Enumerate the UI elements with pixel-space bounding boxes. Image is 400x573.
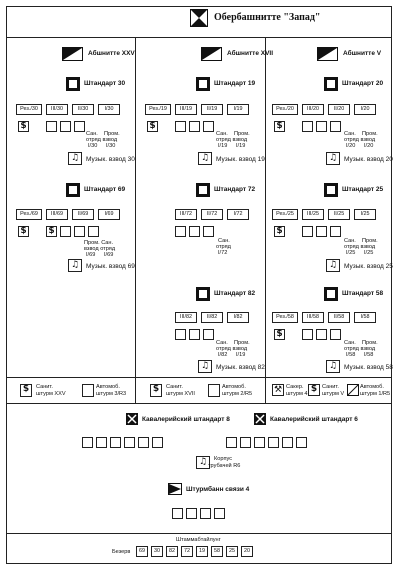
unit-box: Рез./20 (272, 104, 298, 115)
med-label: Сан. (86, 131, 98, 137)
music-label: Музык. взвод 30 (86, 156, 135, 163)
footer-label: штурм 3/R3 (96, 391, 127, 397)
unit-box: II/82 (201, 312, 223, 323)
unit-square (110, 437, 121, 448)
unit-square (189, 226, 200, 237)
footer-label: Автомоб. (96, 384, 120, 390)
unit-square (203, 121, 214, 132)
standarte-label: Штандарт 25 (342, 186, 384, 193)
med-label: взвод отряд (84, 246, 116, 252)
staff-number-box: 19 (196, 546, 208, 557)
signals-flag-icon (168, 483, 182, 495)
standarte-icon (66, 77, 80, 91)
abschnitt-flag-icon (317, 47, 339, 61)
standarte-icon (196, 287, 210, 301)
unit-square (316, 121, 327, 132)
standarte-icon (324, 287, 338, 301)
standarte-label: Штандарт 72 (214, 186, 256, 193)
unit-square (302, 226, 313, 237)
music-icon: ♫ (198, 152, 212, 165)
unit-box: II/30 (72, 104, 94, 115)
unit-square (82, 384, 94, 397)
staff-title: Штаммабтайлунг (176, 537, 221, 543)
unit-box: I/58 (354, 312, 376, 323)
music-icon: ♫ (68, 259, 82, 272)
staff-number-box: 25 (226, 546, 238, 557)
staff-number-box: 30 (151, 546, 163, 557)
med-label: I/19 (236, 352, 246, 358)
unit-box: III/69 (46, 209, 68, 220)
medical-icon: $ (274, 329, 285, 340)
unit-box: I/82 (227, 312, 249, 323)
unit-box: II/20 (328, 104, 350, 115)
unit-square (200, 508, 211, 519)
med-label: Сан. (216, 340, 228, 346)
cavalry-label: Кавалерийский штандарт 8 (142, 416, 230, 423)
unit-box: I/19 (227, 104, 249, 115)
med-label: Пром. (362, 131, 378, 137)
footer-label: штурм 2/R5 (222, 391, 253, 397)
footer-label: штурм 4 (286, 391, 308, 397)
unit-square (330, 226, 341, 237)
unit-square (302, 121, 313, 132)
footer-label: Санит. (36, 384, 53, 390)
med-label: Пром. (234, 340, 250, 346)
med-label: I/25 (346, 250, 356, 256)
medical-icon: $ (46, 226, 57, 237)
unit-square (203, 329, 214, 340)
medical-icon: $ (274, 226, 285, 237)
standarte-label: Штандарт 82 (214, 290, 256, 297)
standarte-icon (324, 183, 338, 197)
unit-square (96, 437, 107, 448)
page-title: Обербашнитте "Запад" (214, 12, 321, 23)
med-label: Пром. (234, 131, 250, 137)
med-label: I/25 (364, 250, 374, 256)
unit-square (60, 226, 71, 237)
med-label: Пром. Сан. (84, 240, 114, 246)
standarte-label: Штандарт 58 (342, 290, 384, 297)
unit-square (189, 329, 200, 340)
footer-label: Автомоб. (360, 384, 384, 390)
footer-divider (6, 403, 392, 404)
unit-square (282, 437, 293, 448)
music-icon: ♫ (68, 152, 82, 165)
footer-label: Санит. (166, 384, 183, 390)
unit-box: Рез./58 (272, 312, 298, 323)
footer-label: штурм 1/R5 (360, 391, 391, 397)
music-label: Музык. взвод 20 (344, 156, 393, 163)
command-flag-icon (190, 9, 208, 27)
corps-label: трубачей R6 (208, 463, 241, 469)
medical-icon: $ (150, 384, 162, 397)
staff-number-box: 82 (166, 546, 178, 557)
music-label: Музык. взвод 82 (216, 364, 265, 371)
motor-icon (347, 384, 359, 396)
column-divider-2 (265, 37, 266, 403)
standarte-icon (196, 77, 210, 91)
unit-box: I/30 (98, 104, 120, 115)
music-label: Музык. взвод 69 (86, 263, 135, 270)
unit-box: II/25 (328, 209, 350, 220)
staff-number-box: 72 (181, 546, 193, 557)
medical-icon: $ (20, 384, 32, 397)
med-label: I/30 (106, 143, 116, 149)
med-label: отряд (216, 244, 231, 250)
med-label: Сан. (218, 238, 230, 244)
abschnitt-label: Абшнитте XXV (88, 50, 135, 57)
unit-box: III/19 (175, 104, 197, 115)
unit-square (175, 329, 186, 340)
unit-box: II/58 (328, 312, 350, 323)
medical-icon: $ (308, 384, 320, 396)
reserve-label: Безерв (112, 549, 131, 555)
standarte-icon (66, 183, 80, 197)
med-label: Пром. (362, 340, 378, 346)
abschnitt-label: Абшнитте XVII (227, 50, 274, 57)
footer-label: Сакер. (286, 384, 304, 390)
med-label: I/19 (218, 143, 228, 149)
unit-box: III/25 (302, 209, 324, 220)
unit-square (175, 226, 186, 237)
med-label: отряд взвод (86, 137, 118, 143)
unit-box: Рез./25 (272, 209, 298, 220)
med-label: Пром. (362, 238, 378, 244)
music-icon: ♫ (198, 360, 212, 373)
footer-label: Санит. (322, 384, 339, 390)
unit-box: III/58 (302, 312, 324, 323)
unit-square (240, 437, 251, 448)
med-label: отряд взвод (216, 137, 248, 143)
unit-box: I/69 (98, 209, 120, 220)
unit-box: I/72 (227, 209, 249, 220)
unit-box: II/72 (201, 209, 223, 220)
med-label: отряд взвод (344, 137, 376, 143)
unit-box: II/69 (72, 209, 94, 220)
unit-square (138, 437, 149, 448)
header-divider (6, 37, 392, 38)
unit-box: III/72 (175, 209, 197, 220)
standarte-icon (324, 77, 338, 91)
cavalry-icon (254, 413, 266, 425)
unit-square (189, 121, 200, 132)
unit-square (74, 121, 85, 132)
columns-bottom-divider (6, 377, 392, 378)
staff-number-box: 69 (136, 546, 148, 557)
standarte-label: Штандарт 30 (84, 80, 126, 87)
med-label: I/72 (218, 250, 228, 256)
music-icon: ♫ (196, 456, 210, 469)
med-label: отряд взвод (216, 346, 248, 352)
unit-box: I/20 (354, 104, 376, 115)
medical-icon: $ (147, 121, 158, 132)
unit-square (296, 437, 307, 448)
unit-square (330, 329, 341, 340)
unit-square (316, 226, 327, 237)
music-label: Музык. взвод 19 (216, 156, 265, 163)
medical-icon: $ (18, 226, 29, 237)
unit-square (302, 329, 313, 340)
footer-label: штурм XXV (36, 391, 66, 397)
med-label: I/30 (88, 143, 98, 149)
med-label: Сан. (216, 131, 228, 137)
music-icon: ♫ (326, 152, 340, 165)
staff-number-box: 58 (211, 546, 223, 557)
medical-icon: $ (18, 121, 29, 132)
unit-square (268, 437, 279, 448)
unit-box: I/25 (354, 209, 376, 220)
med-label: отряд взвод (344, 244, 376, 250)
signals-label: Штурмбанн связи 4 (186, 486, 250, 493)
unit-square (46, 121, 57, 132)
footer-label: штурм V (322, 391, 345, 397)
abschnitt-flag-icon (62, 47, 84, 61)
unit-square (60, 121, 71, 132)
med-label: отряд взвод (344, 346, 376, 352)
med-label: Пром. (104, 131, 120, 137)
unit-square (82, 437, 93, 448)
standarte-label: Штандарт 69 (84, 186, 126, 193)
standarte-label: Штандарт 19 (214, 80, 256, 87)
med-label: Сан. (344, 238, 356, 244)
standarte-label: Штандарт 20 (342, 80, 384, 87)
sapper-icon: ⚒ (273, 385, 283, 395)
abschnitt-flag-icon (201, 47, 223, 61)
unit-square (208, 384, 220, 397)
footer-label: штурм XVII (166, 391, 195, 397)
unit-square (203, 226, 214, 237)
med-label: I/58 (364, 352, 374, 358)
med-label: Сан. (344, 131, 356, 137)
music-label: Музык. взвод 25 (344, 263, 393, 270)
unit-square (316, 329, 327, 340)
staff-number-box: 20 (241, 546, 253, 557)
med-label: I/69 (104, 252, 114, 258)
unit-square (254, 437, 265, 448)
unit-square (186, 508, 197, 519)
unit-box: II/19 (201, 104, 223, 115)
med-label: I/58 (346, 352, 356, 358)
unit-square (175, 121, 186, 132)
cavalry-icon (126, 413, 138, 425)
footer-label: Автомоб. (222, 384, 246, 390)
unit-box: Рез./30 (16, 104, 42, 115)
standarte-icon (196, 183, 210, 197)
unit-square (152, 437, 163, 448)
med-label: I/69 (86, 252, 96, 258)
staff-divider (6, 533, 392, 534)
unit-box: Рез./69 (16, 209, 42, 220)
med-label: I/20 (346, 143, 356, 149)
unit-box: III/30 (46, 104, 68, 115)
music-icon: ♫ (326, 360, 340, 373)
med-label: I/82 (218, 352, 228, 358)
column-divider-1 (135, 37, 136, 403)
music-label: Музык. взвод 58 (344, 364, 393, 371)
unit-square (88, 226, 99, 237)
med-label: I/19 (236, 143, 246, 149)
unit-box: III/20 (302, 104, 324, 115)
cavalry-label: Кавалерийский штандарт 6 (270, 416, 358, 423)
unit-square (214, 508, 225, 519)
unit-square (226, 437, 237, 448)
unit-square (124, 437, 135, 448)
med-label: Сан. (344, 340, 356, 346)
unit-box: Рез./19 (145, 104, 171, 115)
unit-box: III/82 (175, 312, 197, 323)
med-label: I/20 (364, 143, 374, 149)
unit-square (172, 508, 183, 519)
corps-label: Корпус (214, 456, 233, 462)
medical-icon: $ (274, 121, 285, 132)
unit-square (330, 121, 341, 132)
unit-square (74, 226, 85, 237)
abschnitt-label: Абшнитте V (343, 50, 382, 57)
music-icon: ♫ (326, 259, 340, 272)
